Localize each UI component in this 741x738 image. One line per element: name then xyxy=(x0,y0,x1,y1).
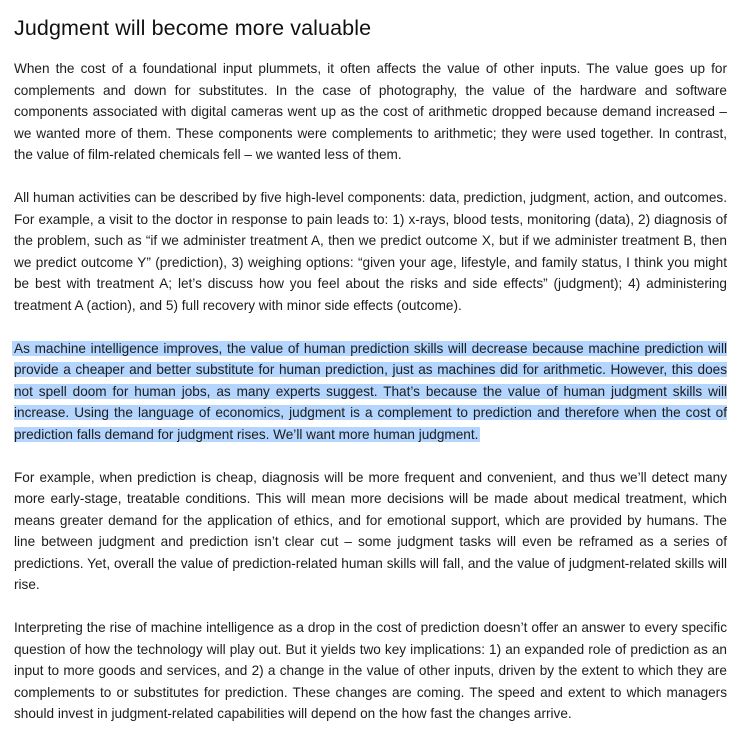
paragraph-text: When the cost of a foundational input plummets, it often affects the value of other inputs. The value goes up for complements and down for substitutes. In the case of photography, the value of the hardware and software components associated with digital cameras went up as the cost of arithmetic dropped because demand increased – we wanted more of them. These components were complements to arithmetic; they were used together. In contrast, the value of film-related chemicals fell – we wanted less of them. xyxy=(14,61,727,163)
paragraph-text: All human activities can be described by five high-level components: data, prediction, judgment, action, and outcomes. For example, a visit to the doctor in response to pain leads to: 1) x-rays, blood tests, monitoring (data), 2) diagnosis of the problem, such as “if we administer treatment A, then we predict outcome X, but if we administer treatment B, then we predict outcome Y” (prediction), 3) weighing options: “given your age, lifestyle, and family status, I think you might be best with treatment A; let’s discuss how you feel about the risks and side effects” (judgment); 4) administering treatment A (action), and 5) full recovery with minor side effects (outcome). xyxy=(14,189,727,313)
paragraph-selected-text[interactable] xyxy=(14,338,727,446)
article xyxy=(14,0,727,725)
paragraph-five-components[interactable] xyxy=(14,187,727,317)
paragraph-complements-substitutes[interactable] xyxy=(14,58,727,166)
text-selection-highlight[interactable]: As machine intelligence improves, the value of human prediction skills will decrease because machine prediction will provide a cheaper and better substitute for human prediction, just as machines did for arithmetic. However, this does not spell doom for human jobs, as many experts suggest. That’s because the value of human judgment skills will increase. Using the language of economics, judgment is a complement to prediction and therefore when the cost of prediction falls demand for judgment rises. We’ll want more human judgment. xyxy=(14,340,727,442)
paragraph-cheap-prediction-example[interactable] xyxy=(14,467,727,597)
article-title: Judgment will become more valuable xyxy=(14,16,372,40)
paragraph-implications[interactable] xyxy=(14,617,727,725)
paragraph-text: Interpreting the rise of machine intelligence as a drop in the cost of prediction doesn’t offer an answer to every specific question of how the technology will play out. But it yields two key implications: 1) an expanded role of prediction as an input to more goods and services, and 2) a change in the value of other inputs, driven by the extent to which they are complements to or substitutes for prediction. These changes are coming. The speed and extent to which managers should invest in judgment-related capabilities will depend on the how fast the changes arrive. xyxy=(14,620,727,722)
paragraph-text: For example, when prediction is cheap, diagnosis will be more frequent and convenient, and thus we’ll detect many more early-stage, treatable conditions. This will mean more decisions will be made about medical treatment, which means greater demand for the application of ethics, and for emotional support, which are provided by humans. The line between judgment and prediction isn’t clear cut – some judgment tasks will even be reframed as a series of predictions. Yet, overall the value of prediction-related human skills will fall, and the value of judgment-related skills will rise. xyxy=(14,469,727,593)
